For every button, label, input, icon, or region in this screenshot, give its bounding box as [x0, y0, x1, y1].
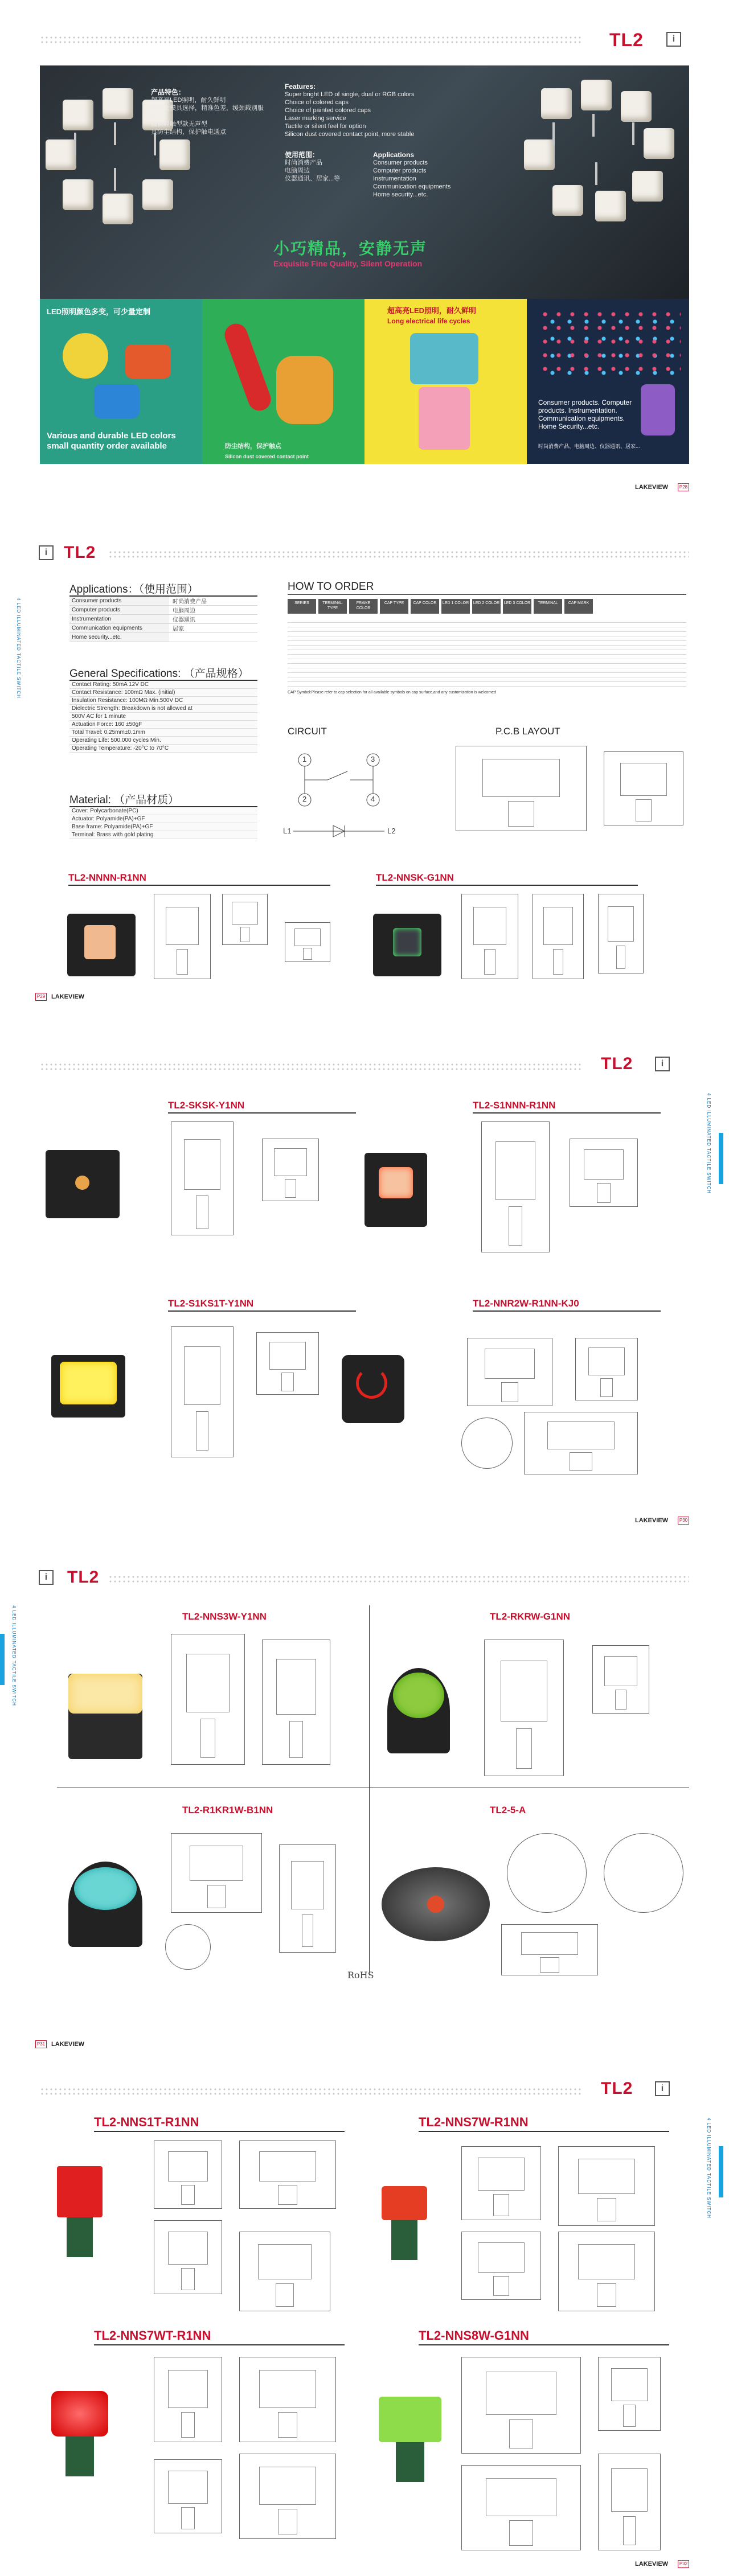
order-options	[288, 618, 686, 687]
cn-app: 仪器通讯、居家...等	[285, 175, 341, 182]
dimension-drawing	[604, 1833, 683, 1913]
app: Consumer products	[373, 159, 428, 166]
catalog-page-3	[0, 1036, 729, 1526]
catalog-page-2	[0, 524, 729, 1013]
series-code: TL2	[601, 1054, 633, 1073]
tile-en: Silicon dust covered contact point	[225, 454, 309, 459]
app: Communication equipments	[373, 183, 451, 190]
dimension-drawing	[154, 894, 211, 979]
part-title: TL2-5-A	[490, 1805, 526, 1815]
cn-app: 电脑周边	[285, 167, 310, 174]
features	[285, 83, 439, 138]
dotted-rule	[40, 1062, 581, 1070]
tile-cn: 超高亮LED照明，耐久鲜明	[387, 306, 477, 315]
tile-cn: LED照明颜色多变，可少量定制	[47, 307, 151, 316]
emoji-icon	[63, 333, 108, 379]
order-header: TERMINAL	[534, 599, 562, 614]
divider	[376, 885, 638, 886]
order-header: LED 1 COLOR	[441, 599, 470, 614]
dimension-drawing	[533, 894, 584, 979]
series-code: TL2	[609, 30, 644, 50]
pcb-layout-drawing	[604, 751, 683, 825]
cn-feature: 超高亮LED照明，耐久鲜明	[151, 97, 226, 104]
pin-label: 3	[371, 755, 375, 763]
pcb-title: P.C.B LAYOUT	[495, 726, 560, 737]
catalog-page-1	[0, 0, 729, 501]
feature: Tactile or silent feel for option	[285, 123, 366, 130]
pcb-layout-drawing	[456, 746, 587, 831]
material-row: Actuator: Polyamide(PA)+GF	[69, 815, 257, 823]
dimension-drawing	[570, 1139, 638, 1207]
table-row	[69, 624, 257, 633]
dimension-drawing	[461, 894, 518, 979]
dotted-rule	[108, 1575, 689, 1583]
switch-photo	[68, 1674, 142, 1759]
pin-label: 1	[302, 755, 307, 763]
divider	[419, 2131, 669, 2132]
dotted-rule	[40, 35, 581, 43]
divider	[473, 1112, 661, 1114]
info-icon: i	[655, 2081, 670, 2096]
order-note: CAP Symbol:Please refer to cap selection for all available symbols on cap surface,and any customization is welcomed	[288, 691, 496, 695]
rohs-logo: RoHS	[347, 1970, 374, 1981]
cell: 居家	[173, 626, 184, 632]
order-code-row	[288, 599, 593, 614]
page-number: P30	[678, 1517, 689, 1525]
dimension-drawing	[165, 1924, 211, 1970]
order-header: FRAME COLOR	[349, 599, 378, 614]
spec-row: Contact Rating: 50mA 12V DC	[69, 681, 257, 689]
tile-dust	[202, 299, 364, 464]
switch-photo	[387, 1668, 450, 1753]
part-title: TL2-R1KR1W-B1NN	[182, 1805, 273, 1815]
features-title: Features:	[285, 83, 316, 91]
grid-divider	[369, 1605, 370, 1975]
switch-photo	[364, 1153, 427, 1227]
cell: Home security...etc.	[69, 633, 169, 642]
switch-photo	[382, 2186, 427, 2260]
divider	[68, 885, 330, 886]
spec-row: Operating Temperature: -20°C to 70°C	[69, 745, 257, 753]
slogan-en: Exquisite Fine Quality, Silent Operation	[273, 259, 423, 268]
apps	[373, 151, 470, 199]
order-header: CAP TYPE	[380, 599, 408, 614]
part-title: TL2-NNSK-G1NN	[376, 872, 454, 883]
series-code: TL2	[601, 2079, 633, 2098]
dimension-drawing	[484, 1640, 564, 1776]
switch-photo	[68, 1862, 142, 1947]
order-header: LED 2 COLOR	[472, 599, 501, 614]
material-title: Material: （产品材质）	[69, 794, 179, 806]
brand-logo: LAKEVIEW	[51, 993, 85, 1000]
cn-features	[151, 88, 265, 136]
cell: Computer products	[69, 606, 169, 614]
cell: Consumer products	[69, 597, 169, 605]
cell: 电脑周边	[173, 608, 195, 614]
dimension-drawing	[239, 2454, 336, 2539]
dimension-drawing	[171, 1326, 234, 1457]
order-header: CAP COLOR	[411, 599, 439, 614]
spec-row: Actuation Force: 160 ±50gF	[69, 721, 257, 729]
led-label: L1	[283, 827, 292, 835]
divider	[419, 2344, 669, 2345]
dimension-drawing	[524, 1412, 638, 1474]
pin-label: 4	[371, 795, 375, 803]
part-title: TL2-NNS3W-Y1NN	[182, 1611, 267, 1622]
side-tab	[0, 1634, 5, 1685]
dimension-drawing	[154, 2357, 222, 2442]
table-row	[69, 606, 257, 615]
slogan-cn: 小巧精品，安静无声	[273, 240, 428, 257]
side-label: 4 LED ILLUMINATED TACTILE SWITCH	[706, 1093, 711, 1194]
switch-photo	[342, 1355, 404, 1423]
part-title: TL2-S1NNN-R1NN	[473, 1100, 556, 1111]
cn-feature: 提供轻触型款无声型	[151, 121, 207, 128]
switch-photo	[51, 2391, 108, 2476]
hero-banner	[40, 65, 689, 299]
brand-logo: LAKEVIEW	[635, 1517, 669, 1524]
pin-label: 2	[302, 795, 307, 803]
part-title: TL2-NNS1T-R1NN	[94, 2115, 199, 2129]
side-label: 4 LED ILLUMINATED TACTILE SWITCH	[11, 1605, 17, 1706]
dimension-drawing	[154, 2459, 222, 2533]
cell: Communication equipments	[69, 624, 169, 632]
divider	[288, 594, 686, 595]
divider	[168, 1112, 356, 1114]
divider	[94, 2344, 345, 2345]
dimension-drawing	[461, 2465, 581, 2550]
key-icon	[222, 321, 274, 414]
dimension-drawing	[262, 1139, 319, 1201]
tile-cn: 时尚消费产品、电脑周边、仪器通讯、居家...	[538, 443, 640, 449]
side-label: 4 LED ILLUMINATED TACTILE SWITCH	[706, 2118, 711, 2218]
dimension-drawing	[239, 2357, 336, 2442]
led-label: L2	[387, 827, 396, 835]
feature: Choice of colored caps	[285, 99, 349, 106]
cn-apps-title: 使用范围：	[285, 151, 320, 159]
spec-row: Total Travel: 0.25mm±0.1mm	[69, 729, 257, 737]
applications-title: Applications：（使用范围）	[69, 584, 198, 595]
cn-features-title: 产品特色：	[151, 88, 186, 96]
dimension-drawing	[154, 2140, 222, 2209]
material-row: Terminal: Brass with gold plating	[69, 831, 257, 839]
material-row: Cover: Polycarbonate(PC)	[69, 807, 257, 815]
dimension-drawing	[239, 2140, 336, 2209]
order-header: CAP MARK	[564, 599, 593, 614]
switch-photo	[382, 1867, 490, 1941]
part-title: TL2-S1KS1T-Y1NN	[168, 1298, 254, 1309]
part-title: TL2-NNS8W-G1NN	[419, 2328, 529, 2343]
page-number: P29	[35, 993, 47, 1001]
robot-icon	[641, 384, 675, 436]
tile-en: Consumer products. Computer products. Instrumentation. Communication equipments. Home Security...etc.	[538, 398, 632, 430]
series-code: TL2	[64, 543, 96, 562]
cn-feature: 精密化模具选择，精准色差，缓颈载别服务	[151, 105, 264, 120]
circuit-title: CIRCUIT	[288, 726, 327, 737]
cn-feature: 具防尘结构，保护触电通点	[151, 129, 226, 135]
dimension-drawing	[461, 2146, 541, 2220]
cell: 时尚消费产品	[173, 599, 207, 605]
dimension-drawing	[481, 1121, 550, 1252]
side-label: 4 LED ILLUMINATED TACTILE SWITCH	[16, 598, 21, 699]
app: Instrumentation	[373, 175, 416, 182]
material-row: Base frame: Polyamide(PA)+GF	[69, 823, 257, 831]
specs-table	[69, 680, 257, 753]
robot-icon	[410, 333, 478, 384]
brand-logo: LAKEVIEW	[51, 2041, 85, 2048]
switch-photo	[67, 914, 136, 976]
page-number: P28	[678, 483, 689, 491]
spec-row: Contact Resistance: 100mΩ Max. (initial)	[69, 689, 257, 697]
part-title: TL2-NNS7WT-R1NN	[94, 2328, 211, 2343]
divider	[473, 1310, 661, 1312]
robot-icon	[94, 384, 140, 418]
divider	[94, 2131, 345, 2132]
tile-apps	[527, 299, 689, 464]
order-header: LED 3 COLOR	[503, 599, 531, 614]
dimension-drawing	[154, 2220, 222, 2294]
applications-table	[69, 595, 257, 642]
brand-logo: LAKEVIEW	[635, 2561, 669, 2567]
dimension-drawing	[467, 1338, 552, 1406]
part-title: TL2-RKRW-G1NN	[490, 1611, 571, 1622]
dimension-drawing	[171, 1833, 262, 1913]
side-tab	[719, 1133, 723, 1184]
info-icon: i	[39, 545, 54, 560]
dimension-drawing	[598, 2357, 661, 2431]
switch-photo	[379, 2397, 441, 2482]
cn-apps	[285, 151, 364, 183]
robot-icon	[125, 344, 171, 379]
dimension-drawing	[558, 2232, 655, 2311]
material-table	[69, 806, 257, 839]
dotted-rule	[108, 550, 689, 558]
catalog-page-4	[0, 1548, 729, 2061]
feature: Silicon dust covered contact point, more stable	[285, 131, 415, 138]
dimension-drawing	[285, 922, 330, 962]
table-row	[69, 597, 257, 606]
spec-row: Dielectric Strength: Breakdown is not allowed at	[69, 705, 257, 713]
divider	[168, 1310, 356, 1312]
switch-photo	[46, 1150, 120, 1218]
dimension-drawing	[461, 2357, 581, 2454]
switch-photo	[57, 2166, 103, 2257]
switch-photo	[51, 1355, 125, 1418]
order-header: SERIES	[288, 599, 316, 614]
dimension-drawing	[507, 1833, 587, 1913]
brand-logo: LAKEVIEW	[635, 484, 669, 491]
dimension-drawing	[575, 1338, 638, 1400]
cell: 仪器通讯	[173, 617, 195, 623]
switch-photo	[373, 914, 441, 976]
feature: Super bright LED of single, dual or RGB colors	[285, 91, 415, 98]
dimension-drawing	[222, 894, 268, 945]
specs-title: General Specifications: （产品规格）	[69, 668, 249, 680]
cn-app: 时尚消费产品	[285, 159, 322, 166]
tile-led-colors	[40, 299, 202, 464]
tile-life	[364, 299, 527, 464]
dimension-drawing	[592, 1645, 649, 1714]
tile-en: Long electrical life cycles	[387, 317, 470, 325]
dimension-drawing	[598, 2454, 661, 2550]
icon-cloud	[538, 307, 681, 376]
page-number: P31	[35, 2040, 47, 2048]
tile-cn: 防尘结构，保护触点	[225, 443, 281, 450]
table-row	[69, 633, 257, 642]
dimension-drawing	[239, 2232, 330, 2311]
part-title: TL2-NNS7W-R1NN	[419, 2115, 529, 2129]
dimension-drawing	[461, 2232, 541, 2300]
dimension-drawing	[461, 1418, 513, 1469]
catalog-page-5	[0, 2061, 729, 2576]
tile-en: Various and durable LED colors small quantity order available	[47, 431, 176, 451]
apps-title: Applications	[373, 151, 415, 159]
table-row	[69, 615, 257, 624]
part-title: TL2-SKSK-Y1NN	[168, 1100, 245, 1111]
app: Home security...etc.	[373, 191, 428, 198]
dimension-drawing	[171, 1121, 234, 1235]
series-code: TL2	[67, 1568, 100, 1587]
dimension-drawing	[501, 1924, 598, 1975]
order-title: HOW TO ORDER	[288, 581, 374, 593]
dotted-rule	[40, 2087, 581, 2095]
spec-row: Insulation Resistance: 100MΩ Min.500V DC	[69, 697, 257, 705]
dimension-drawing	[256, 1332, 319, 1395]
robot-body	[419, 387, 470, 450]
dimension-drawing	[558, 2146, 655, 2226]
info-icon: i	[655, 1057, 670, 1071]
robot-icon	[276, 356, 333, 424]
feature: Laser marking service	[285, 115, 346, 122]
app: Computer products	[373, 167, 427, 174]
dimension-drawing	[279, 1844, 336, 1953]
dimension-drawing	[262, 1640, 330, 1765]
side-tab	[719, 2146, 723, 2197]
spec-row: Operating Life: 500,000 cycles Min.	[69, 737, 257, 745]
info-icon: i	[666, 32, 681, 47]
page-number: P32	[678, 2560, 689, 2568]
order-header: TERMINAL TYPE	[318, 599, 347, 614]
feature: Choice of painted colored caps	[285, 107, 371, 114]
part-title: TL2-NNNN-R1NN	[68, 872, 146, 883]
dimension-drawing	[171, 1634, 245, 1765]
dimension-drawing	[598, 894, 644, 973]
part-title: TL2-NNR2W-R1NN-KJ0	[473, 1298, 579, 1309]
spec-row: 500V AC for 1 minute	[69, 713, 257, 721]
info-icon: i	[39, 1570, 54, 1585]
cell: Instrumentation	[69, 615, 169, 623]
